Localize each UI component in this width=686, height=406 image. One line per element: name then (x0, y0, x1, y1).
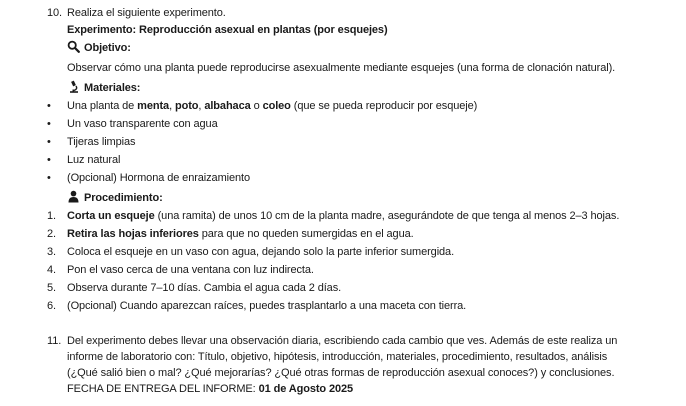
bullet-dot: • (47, 100, 51, 112)
step-item: Pon el vaso cerca de una ventana con luz indirecta. (67, 264, 314, 276)
step-text: para que no queden sumergidas en el agua. (198, 228, 414, 240)
item-11-line-3: (¿Qué salió bien o mal? ¿Qué mejorarías? ¿Qué otras formas de reproducción asexual conoces?) y conclusiones. (67, 367, 615, 379)
material-item: Luz natural (67, 154, 121, 166)
material-item (67, 99, 477, 113)
step-item: (Opcional) Cuando aparezcan raíces, puedes trasplantarlo a una maceta con tierra. (67, 300, 467, 312)
step-number: 2. (47, 228, 56, 240)
material-sep: , (169, 100, 175, 112)
bullet-dot: • (47, 172, 51, 184)
objective-heading-text: Objetivo: (84, 42, 131, 54)
step-bold: Retira las hojas inferiores (67, 228, 199, 240)
material-item: Tijeras limpias (67, 136, 136, 148)
step-number: 4. (47, 264, 56, 276)
material-sep: , (198, 100, 205, 112)
bullet-dot: • (47, 136, 51, 148)
item-10-number: 10. (47, 7, 62, 19)
step-item (67, 209, 619, 223)
material-sep: o (250, 100, 263, 112)
item-11-line-2: informe de laboratorio con: Título, objetivo, hipótesis, introducción, materiales, procedimiento, resultados, análisis (67, 351, 608, 363)
material-bold-menta: menta (137, 100, 170, 112)
item-11-number: 11. (47, 335, 62, 347)
bullet-dot: • (47, 118, 51, 130)
due-date-line (67, 382, 353, 396)
step-text: (una ramita) de unos 10 cm de la planta madre, asegurándote de que tenga al menos 2–3 hojas. (154, 210, 620, 222)
materials-heading (67, 80, 140, 97)
step-item: Coloca el esqueje en un vaso con agua, dejando solo la parte inferior sumergida. (67, 246, 455, 258)
step-number: 1. (47, 210, 56, 222)
due-date-value: 01 de Agosto 2025 (258, 383, 354, 395)
material-text: Una planta de (67, 100, 138, 112)
due-date-label: FECHA DE ENTREGA DEL INFORME: (67, 383, 259, 395)
step-number: 6. (47, 300, 56, 312)
material-item: Un vaso transparente con agua (67, 118, 218, 130)
step-item: Observa durante 7–10 días. Cambia el agua cada 2 días. (67, 282, 342, 294)
objective-text: Observar cómo una planta puede reproducirse asexualmente mediante esquejes (una forma de clonación natural). (67, 62, 616, 74)
item-10-intro: Realiza el siguiente experimento. (67, 7, 226, 19)
step-item (67, 227, 414, 241)
objective-heading (67, 40, 131, 57)
experiment-title-text: Experimento: Reproducción asexual en plantas (por esquejes) (67, 24, 388, 36)
bullet-dot: • (47, 154, 51, 166)
material-bold-coleo: coleo (262, 100, 291, 112)
material-item: (Opcional) Hormona de enraizamiento (67, 172, 250, 184)
materials-heading-text: Materiales: (84, 82, 141, 94)
microscope-icon (67, 80, 80, 97)
item-11-line-1: Del experimento debes llevar una observación diaria, escribiendo cada cambio que ves. Además de este realiza un (67, 335, 618, 347)
procedure-heading (67, 190, 163, 207)
person-icon (67, 190, 80, 207)
step-number: 3. (47, 246, 56, 258)
experiment-title (67, 23, 388, 37)
procedure-heading-text: Procedimiento: (84, 192, 163, 204)
material-text: (que se pueda reproducir por esqueje) (290, 100, 478, 112)
material-bold-poto: poto (174, 100, 199, 112)
magnifier-icon (67, 40, 80, 57)
step-bold: Corta un esqueje (67, 210, 155, 222)
step-number: 5. (47, 282, 56, 294)
material-bold-albahaca: albahaca (204, 100, 251, 112)
